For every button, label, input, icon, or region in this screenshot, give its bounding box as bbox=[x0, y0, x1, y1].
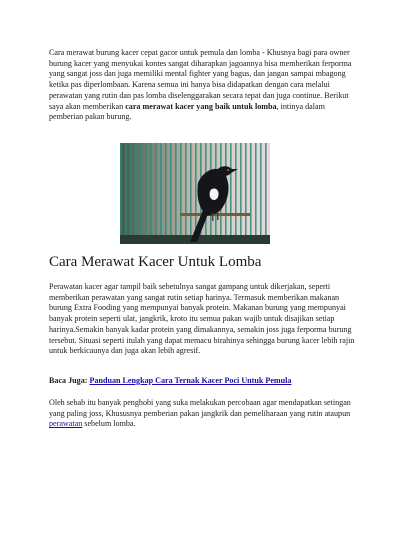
intro-text: Cara merawat burung kacer cepat gacor untuk pemula dan lomba - Khusnya bagi para owner burung kacer yang menyukai kontes sangat diharapkan jagoannya bisa memberikan ferporma yang sangat joss dan juga memiliki mental fighter yang bagus, dan jangan sampai mbagong ketika pas diperlombaan. Karena semua ini hanya bisa didapatkan dengan cara melalui perawatan yang rutin dan pas lomba diselenggarakan secara tepat dan juga continue. Berikut saya akan memberikan bbox=[49, 48, 352, 111]
baca-juga-line bbox=[49, 376, 357, 387]
baca-juga-link[interactable]: Panduan Lengkap Cara Ternak Kacer Poci Untuk Pemula bbox=[89, 376, 292, 385]
intro-paragraph bbox=[49, 48, 357, 123]
body-paragraph-2 bbox=[49, 398, 357, 430]
section-heading: Cara Merawat Kacer Untuk Lomba bbox=[49, 254, 262, 270]
paragraph-3-text: Oleh sebab itu banyak penghobi yang suka melakukan percobaan agar mendapatkan setingan yang paling joss, Khususnya pemberian pakan jangkrik dan pemeliharaan yang rutin ataupun bbox=[49, 398, 351, 418]
paragraph-3-text-end: sebelum lomba. bbox=[82, 419, 136, 429]
baca-juga-label: Baca Juga: bbox=[49, 376, 90, 385]
intro-text-end: , intinya dalam pemberian pakan burung. bbox=[49, 101, 325, 122]
kacer-bird-photo bbox=[120, 143, 270, 244]
intro-bold-keyphrase: cara merawat kacer yang baik untuk lomba bbox=[125, 101, 277, 111]
perawatan-link[interactable]: perawatan bbox=[49, 419, 83, 429]
body-paragraph: Perawatan kacer agar tampil baik sebetulnya sangat gampang untuk dikerjakan, seperti memberikan perawatan yang sangat rutin setiap harinya. Termasuk memberikan makanan burung Extra Fooding yang mempunyai banyak protein. Makanan burung yang mempunyai banyak protein seperti ulat, jangkrik, kroto itu semua pakan wajib untuk disajikan setiap harinya.Semakin banyak kadar protein yang dimakannya, semakin joss juga ferporma burung tersebut. Situasi seperti itulah yang dapat memacu birahinya sehingga burung kacer lebih rajin untuk berkicaunya dan juga akan lebih agresif. bbox=[49, 282, 355, 356]
kacer-bird-illustration bbox=[120, 143, 270, 244]
